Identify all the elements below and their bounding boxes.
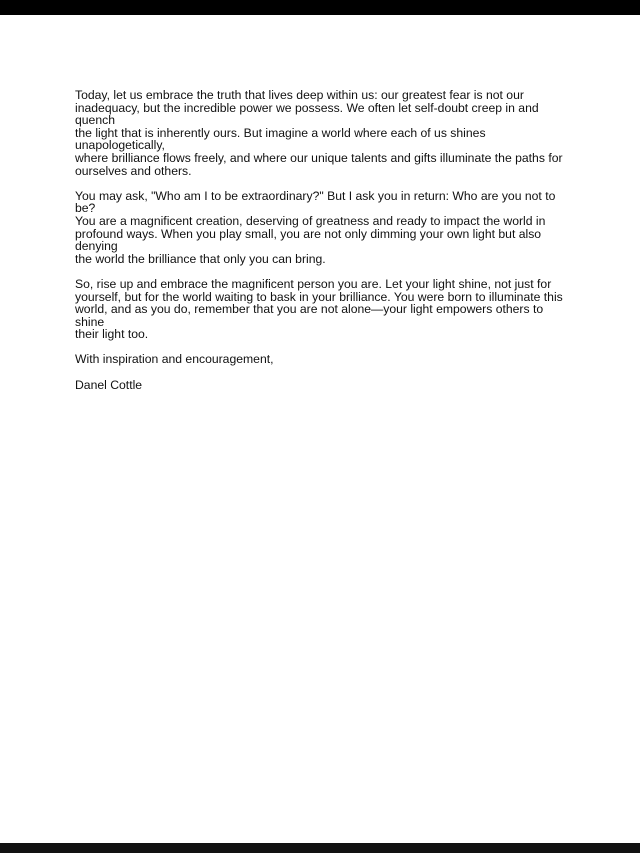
- top-status-bar: [0, 0, 640, 15]
- paragraph-3: So, rise up and embrace the magnificent person you are. Let your light shine, not just for yourself, but for the world waiting to bask in your brilliance. You were born to illuminate this world, and as you do, remember that you are not alone—your light empowers others to shine their light too.: [75, 276, 563, 342]
- paragraph-1: Today, let us embrace the truth that lives deep within us: our greatest fear is not our inadequacy, but the incredible power we possess. We often let self-doubt creep in and quench the light that is inherently ours. But imagine a world where each of us shines unapologetically, where brilliance flows freely, and where our unique talents and gifts illuminate the paths for ourselves and others.: [75, 88, 563, 178]
- bottom-bar: [0, 843, 640, 853]
- closing-line: With inspiration and encouragement,: [75, 352, 274, 367]
- paragraph-2: You may ask, "Who am I to be extraordinary?" But I ask you in return: Who are you not to be? You are a magnificent creation, deserving of greatness and ready to impact the world in profound ways. When you play small, you are not only dimming your own light but also denying the world the brilliance that only you can bring.: [75, 188, 556, 266]
- signature: Danel Cottle: [75, 377, 143, 392]
- letter-body: [75, 89, 570, 391]
